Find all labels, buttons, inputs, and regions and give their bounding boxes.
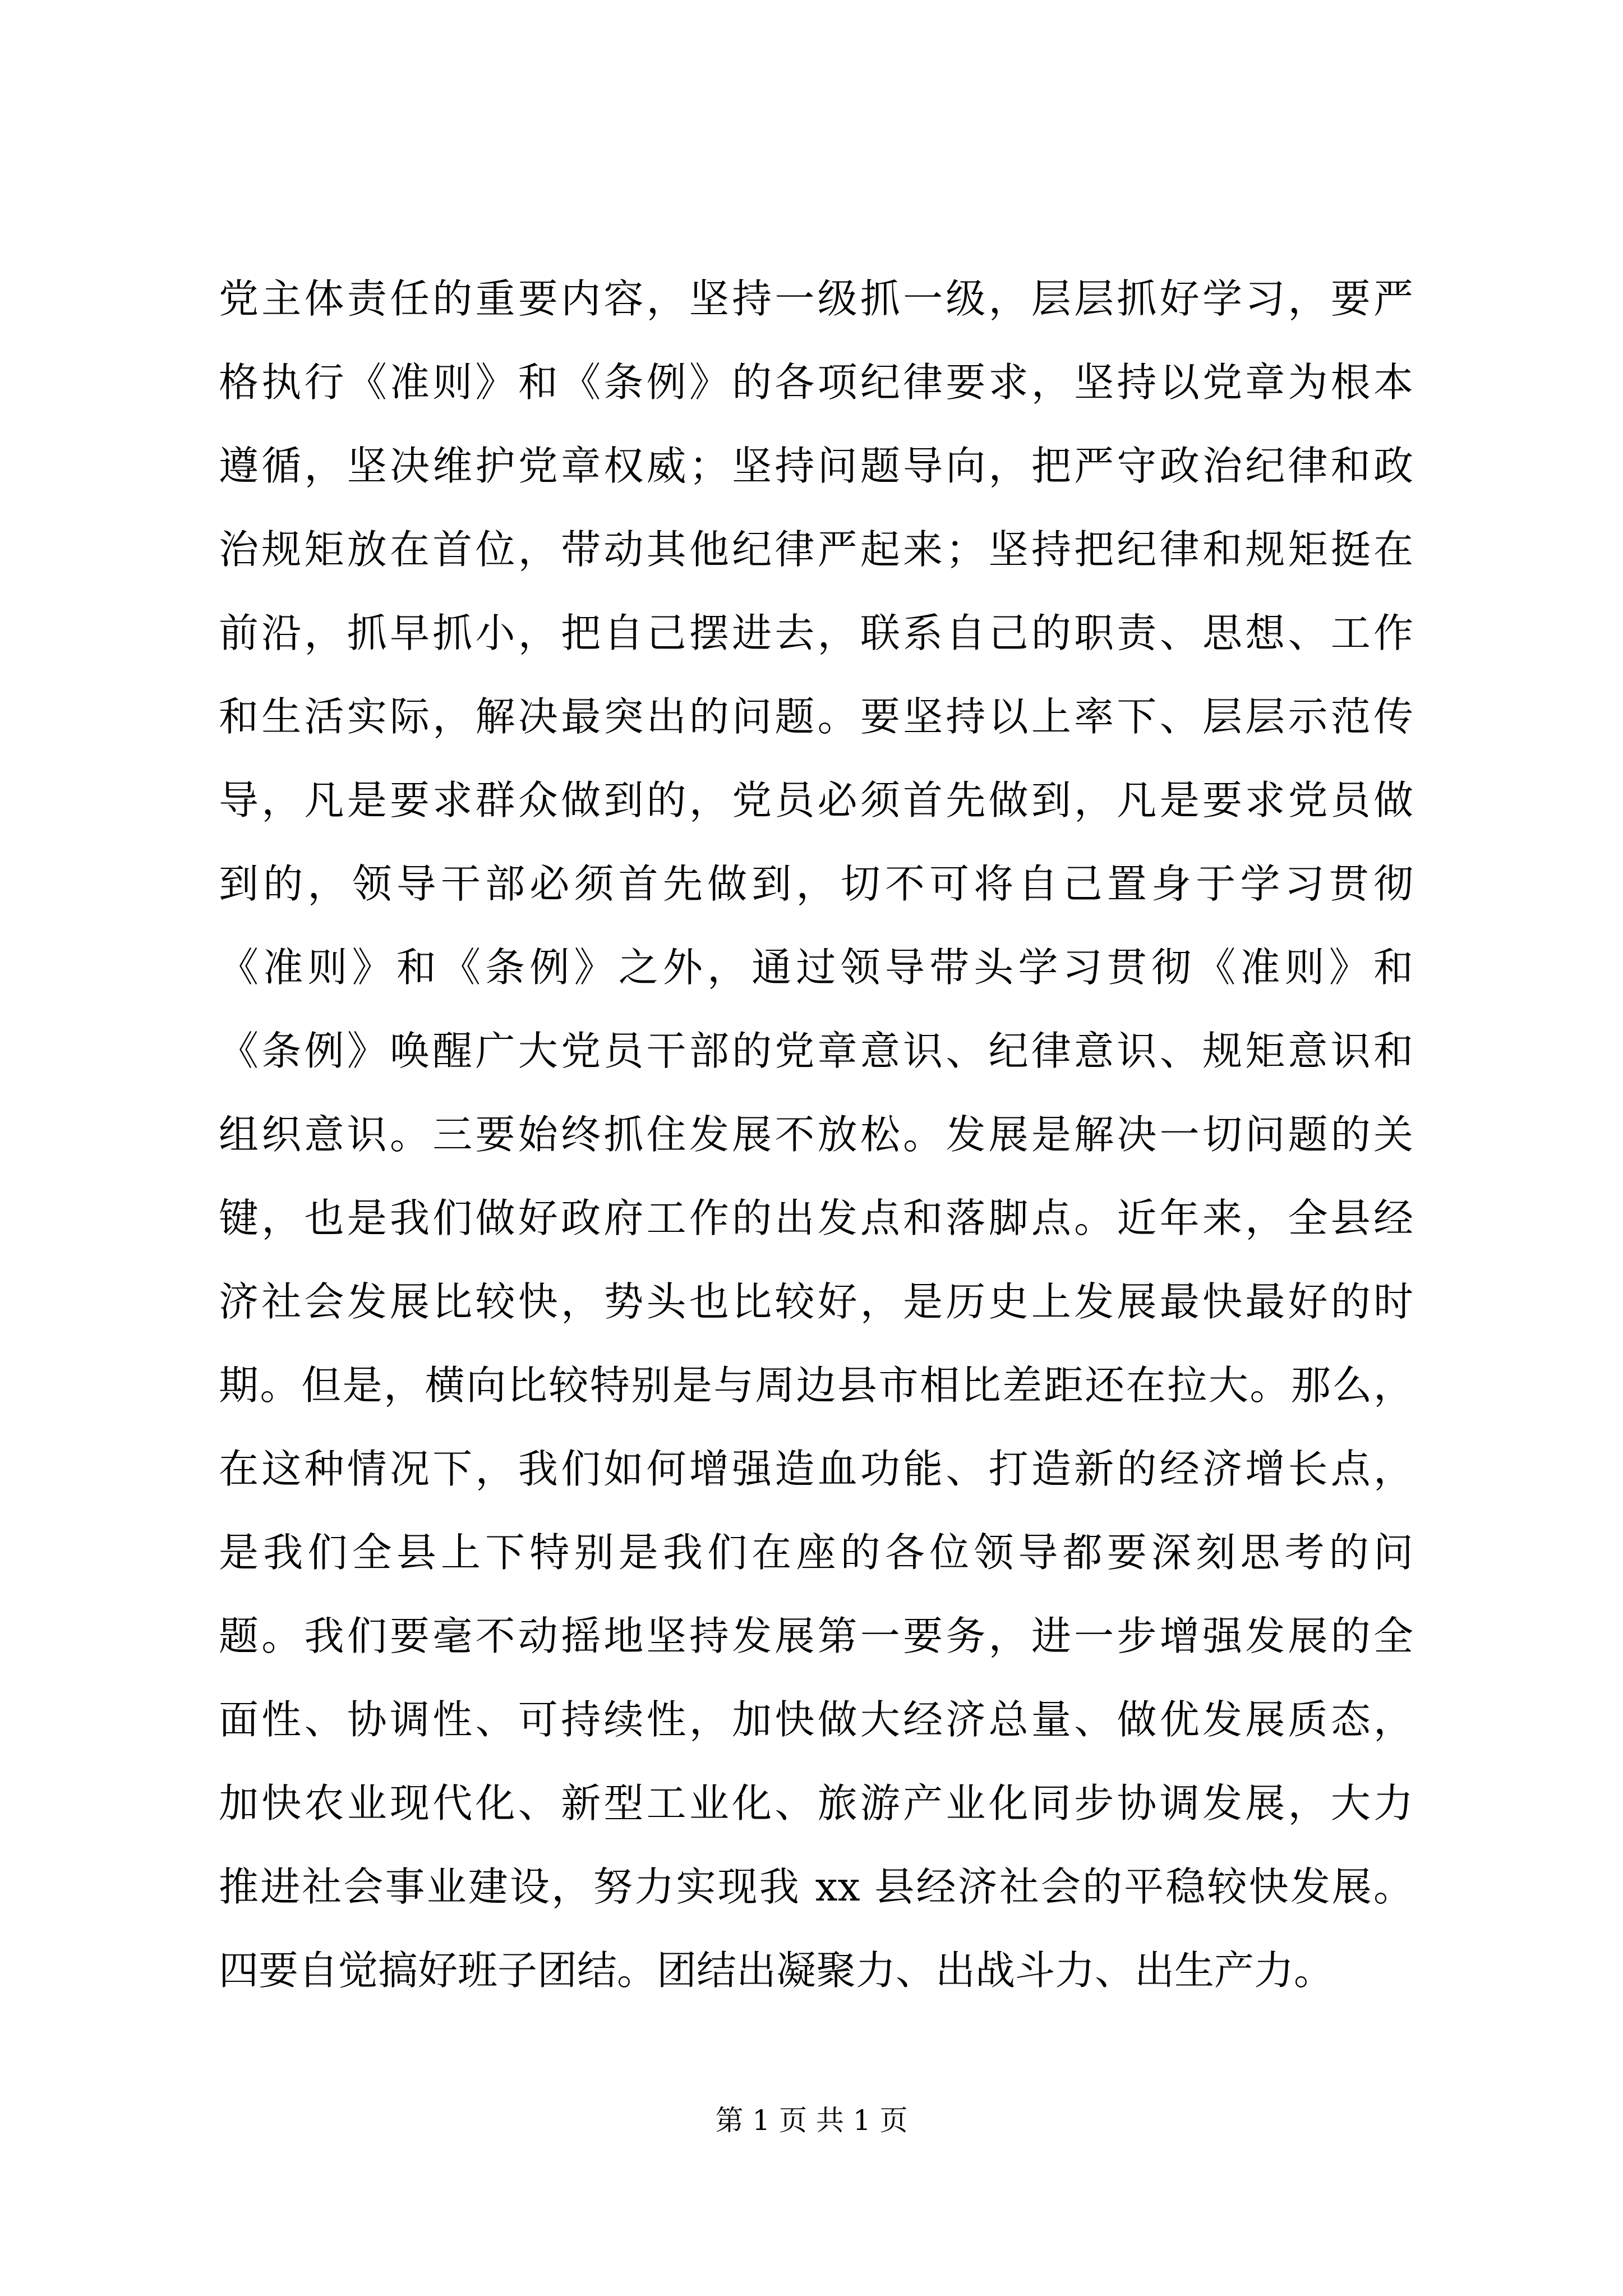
text-line: 《条例》唤醒广大党员干部的党章意识、纪律意识、规矩意识和 xyxy=(219,1028,1413,1074)
text-line: 在这种情况下，我们如何增强造血功能、打造新的经济增长点， xyxy=(219,1446,1413,1492)
page-footer: 第 1 页 共 1 页 xyxy=(715,2104,908,2137)
text-line: 党主体责任的重要内容，坚持一级抓一级，层层抓好学习，要严 xyxy=(219,275,1413,322)
text-line: 《准则》和《条例》之外，通过领导带头学习贯彻《准则》和 xyxy=(219,944,1413,991)
body-text xyxy=(219,257,1413,2012)
text-line: 面性、协调性、可持续性，加快做大经济总量、做优发展质态， xyxy=(219,1696,1413,1743)
text-line: 格执行《准则》和《条例》的各项纪律要求，坚持以党章为根本 xyxy=(219,359,1413,406)
text-line: 题。我们要毫不动摇地坚持发展第一要务，进一步增强发展的全 xyxy=(219,1613,1413,1659)
text-line: 是我们全县上下特别是我们在座的各位领导都要深刻思考的问 xyxy=(219,1529,1413,1576)
text-line: 推进社会事业建设，努力实现我 xx 县经济社会的平稳较快发展。 xyxy=(219,1864,1413,1910)
text-line: 济社会发展比较快，势头也比较好，是历史上发展最快最好的时 xyxy=(219,1278,1413,1325)
text-line: 四要自觉搞好班子团结。团结出凝聚力、出战斗力、出生产力。 xyxy=(219,1947,1334,1994)
text-line: 加快农业现代化、新型工业化、旅游产业化同步协调发展，大力 xyxy=(219,1780,1413,1826)
text-line: 期。但是，横向比较特别是与周边县市相比差距还在拉大。那么， xyxy=(219,1362,1413,1409)
text-line: 到的，领导干部必须首先做到，切不可将自己置身于学习贯彻 xyxy=(219,861,1413,907)
text-line: 和生活实际，解决最突出的问题。要坚持以上率下、层层示范传 xyxy=(219,693,1413,740)
text-line: 遵循，坚决维护党章权威；坚持问题导向，把严守政治纪律和政 xyxy=(219,443,1413,489)
text-line: 治规矩放在首位，带动其他纪律严起来；坚持把纪律和规矩挺在 xyxy=(219,526,1413,573)
text-line: 键，也是我们做好政府工作的出发点和落脚点。近年来，全县经 xyxy=(219,1195,1413,1241)
text-line: 前沿，抓早抓小，把自己摆进去，联系自己的职责、思想、工作 xyxy=(219,610,1413,656)
text-line: 组织意识。三要始终抓住发展不放松。发展是解决一切问题的关 xyxy=(219,1111,1413,1158)
text-line: 导，凡是要求群众做到的，党员必须首先做到，凡是要求党员做 xyxy=(219,777,1413,823)
